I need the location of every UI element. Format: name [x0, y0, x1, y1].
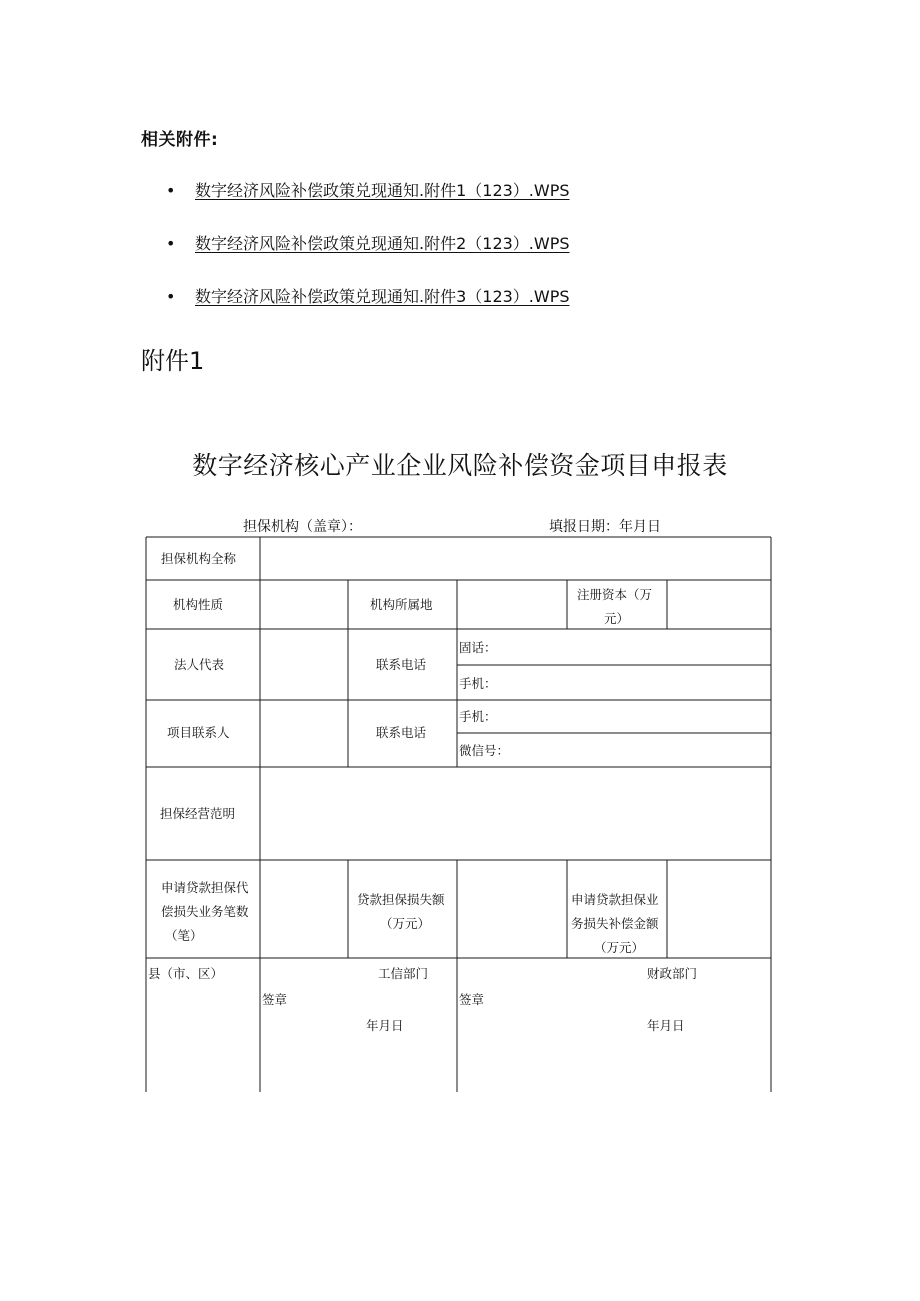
- contact-mobile-label: 手机：: [459, 709, 497, 724]
- guarantor-seal-label: 担保机构（盖章）：: [243, 519, 362, 535]
- it-dept-label: 工信部门: [378, 966, 429, 981]
- business-scope-label: 担保经营范明: [160, 806, 236, 821]
- mobile-label: 手机：: [459, 676, 497, 691]
- comp-amount-line1: 申请贷款担保业: [571, 892, 659, 907]
- compensation-count-line2: 偿损失业务笔数: [161, 904, 249, 919]
- contact-phone-label: 联系电话: [376, 725, 427, 740]
- form-title: 数字经济核心产业企业风险补偿资金项目申报表: [192, 451, 728, 480]
- compensation-count-line1: 申请贷款担保代: [161, 880, 249, 895]
- full-name-label: 担保机构全称: [161, 551, 237, 566]
- wechat-label: 微信号：: [459, 743, 510, 758]
- landline-label: 固话：: [459, 640, 497, 655]
- legal-rep-label: 法人代表: [174, 657, 225, 672]
- bullet-icon: •: [166, 234, 176, 253]
- location-label: 机构所属地: [370, 597, 433, 612]
- comp-amount-line3: （万元）: [594, 940, 645, 955]
- related-attachments-heading: 相关附件:: [141, 130, 219, 150]
- legal-phone-label: 联系电话: [376, 657, 427, 672]
- finance-seal-label: 签章: [459, 992, 485, 1007]
- it-seal-label: 签章: [262, 992, 288, 1007]
- it-date-label: 年月日: [366, 1018, 404, 1033]
- county-label: 县（市、区）: [148, 966, 224, 981]
- finance-date-label: 年月日: [647, 1018, 685, 1033]
- comp-amount-line2: 务损失补偿金额: [571, 916, 659, 931]
- attachment-link-1[interactable]: 数字经济风险补偿政策兑现通知.附件1（123）.WPS: [195, 181, 570, 200]
- bullet-icon: •: [166, 287, 176, 306]
- fill-date-label: 填报日期：年月日: [549, 519, 661, 535]
- project-contact-label: 项目联系人: [167, 725, 230, 740]
- bullet-icon: •: [166, 181, 176, 200]
- attachment-link-2[interactable]: 数字经济风险补偿政策兑现通知.附件2（123）.WPS: [195, 234, 570, 253]
- loss-amount-line1: 贷款担保损失额: [357, 892, 445, 907]
- registered-capital-label-line2: 元）: [604, 611, 630, 626]
- compensation-count-line3: （笔）: [165, 928, 203, 943]
- finance-dept-label: 财政部门: [647, 966, 698, 981]
- appendix-label: 附件1: [141, 347, 205, 375]
- nature-label: 机构性质: [173, 597, 224, 612]
- attachment-link-3[interactable]: 数字经济风险补偿政策兑现通知.附件3（123）.WPS: [195, 287, 570, 306]
- registered-capital-label-line1: 注册资本（万: [577, 587, 653, 602]
- loss-amount-line2: （万元）: [380, 916, 431, 931]
